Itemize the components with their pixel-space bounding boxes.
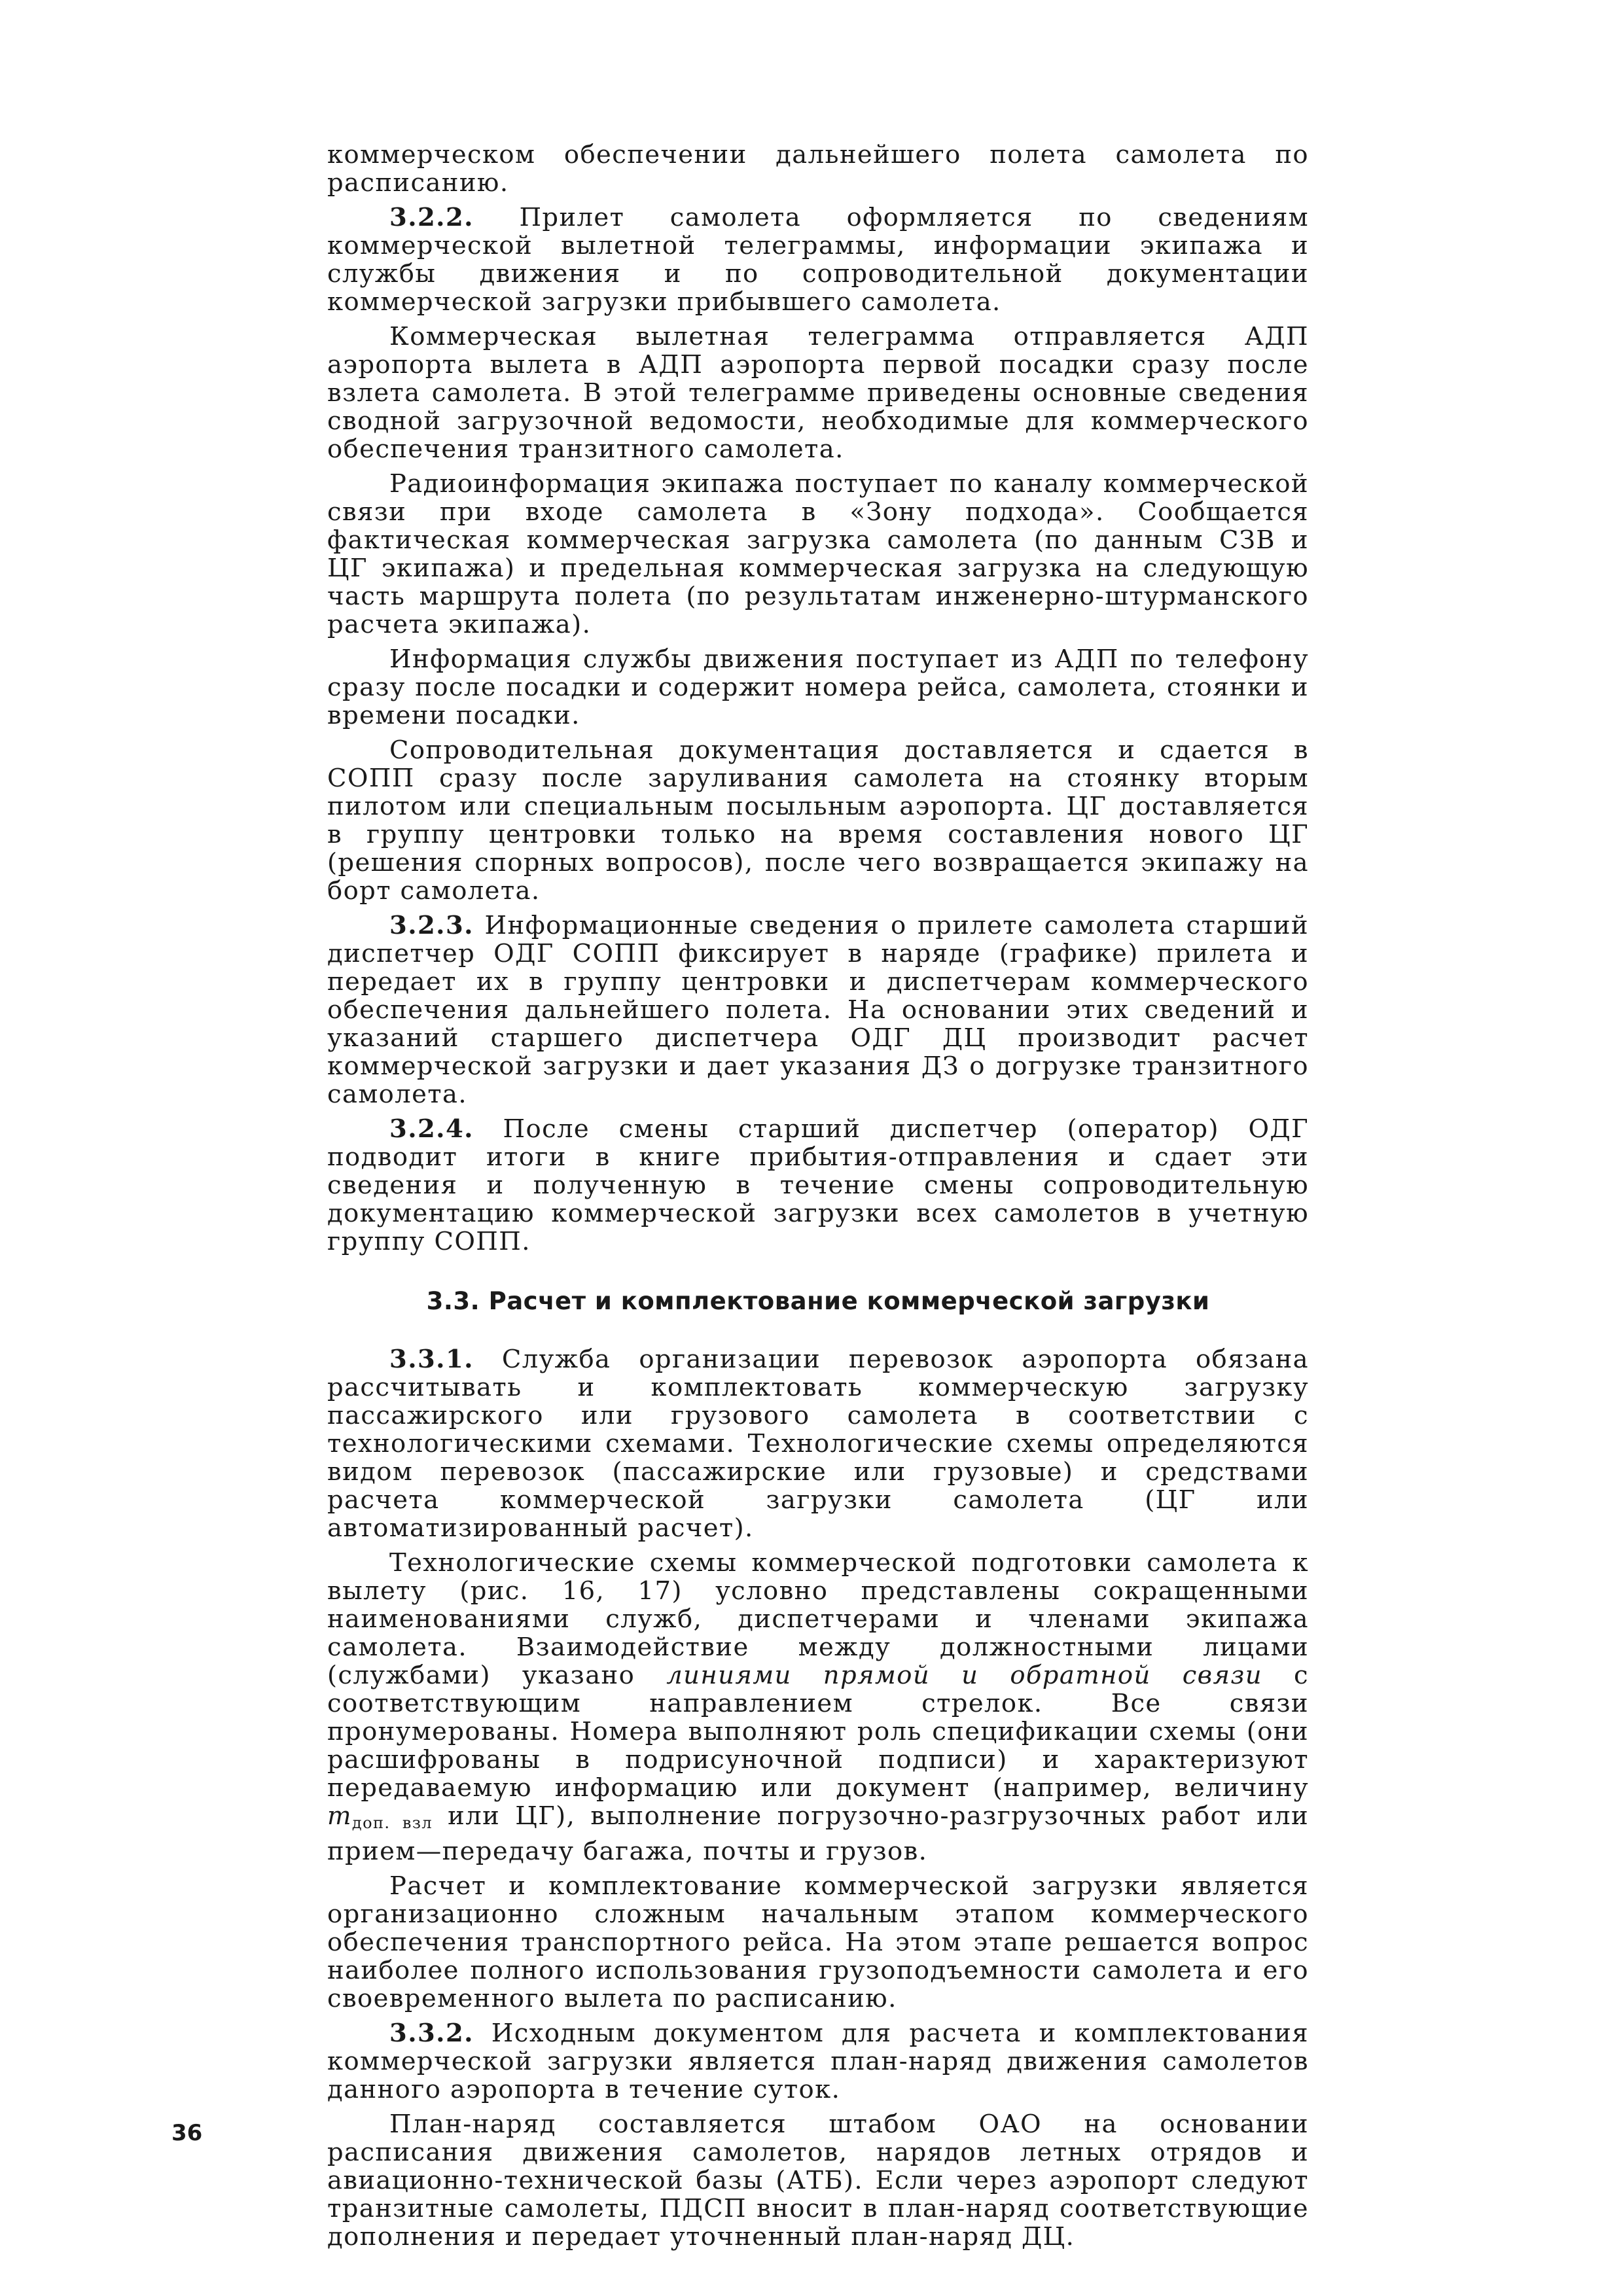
paragraph-calculation xyxy=(327,1872,1309,2013)
math-subscript: доп. взл xyxy=(351,1814,433,1832)
math-variable: m xyxy=(327,1801,352,1831)
paragraph-text: Служба организации перевозок аэропорта обязана рассчитывать и комплектовать коммерческую загрузку пассажирского или грузового самолета в соответствии с технологическими схемами. Технологические схемы определяются видом перевозок (пассажирские или грузовые) и средствами расчета коммерческой загрузки самолета (ЦГ или автоматизированный расчет). xyxy=(327,1345,1309,1543)
paragraph-text: Информационные сведения о прилете самолета старший диспетчер ОДГ СОПП фиксирует в наряде (графике) прилета и передает их в группу центровки и диспетчерам коммерческого обеспечения дальнейшего полета. На основании этих сведений и указаний старшего диспетчера ОДГ ДЦ производит расчет коммерческой загрузки и дает указания ДЗ о догрузке транзитного самолета. xyxy=(327,911,1309,1109)
paragraph-documentation xyxy=(327,736,1309,905)
page-number: 36 xyxy=(171,2120,203,2146)
section-heading-3-3: 3.3. Расчет и комплектование коммерческой загрузки xyxy=(426,1287,1210,1315)
section-number: 3.3.2. xyxy=(389,2019,474,2048)
section-number: 3.2.4. xyxy=(389,1114,474,1144)
paragraph-3-3-2 xyxy=(327,2019,1309,2104)
section-number: 3.2.3. xyxy=(389,911,474,940)
paragraph-text: с соответствующим направлением стрелок. Все связи пронумерованы. Номера выполняют роль спецификации схемы (они расшифрованы в подрисуночной подписи) и характеризуют передаваемую информацию или документ (например, величину xyxy=(327,1661,1309,1803)
text-column xyxy=(327,141,1309,2257)
paragraph-text: Информация службы движения поступает из АДП по телефону сразу после посадки и содержит номера рейса, самолета, стоянки и времени посадки. xyxy=(327,645,1309,730)
paragraph-text: После смены старший диспетчер (оператор) ОДГ подводит итоги в книге прибытия-отправления и сдает эти сведения и полученную в течение смены сопроводительную документацию коммерческой загрузки всех самолетов в учетную группу СОПП. xyxy=(327,1114,1309,1256)
paragraph-text: Коммерческая вылетная телеграмма отправляется АДП аэропорта вылета в АДП аэропорта первой посадки сразу после взлета самолета. В этой телеграмме приведены основные сведения сводной загрузочной ведомости, необходимые для коммерческого обеспечения транзитного самолета. xyxy=(327,322,1309,464)
paragraph-3-2-4 xyxy=(327,1115,1309,1256)
paragraph-traffic-service xyxy=(327,645,1309,730)
paragraph-radio-info xyxy=(327,470,1309,639)
paragraph-text: Расчет и комплектование коммерческой загрузки является организационно сложным начальным этапом коммерческого обеспечения транспортного рейса. На этом этапе решается вопрос наиболее полного использования грузоподъемности самолета и его своевременного вылета по расписанию. xyxy=(327,1871,1309,2013)
paragraph-text: Прилет самолета оформляется по сведениям коммерческой вылетной телеграммы, информации экипажа и службы движения и по сопроводительной документации коммерческой загрузки прибывшего самолета. xyxy=(327,203,1309,317)
paragraph-tech-schemes xyxy=(327,1549,1309,1865)
paragraph-3-2-2 xyxy=(327,203,1309,316)
section-number: 3.3.1. xyxy=(389,1345,474,1374)
paragraph-text: Сопроводительная документация доставляется и сдается в СОПП сразу после заруливания самолета на стоянку вторым пилотом или специальным посыльным аэропорта. ЦГ доставляется в группу центровки только на время составления нового ЦГ (решения спорных вопросов), после чего возвращается экипажу на борт самолета. xyxy=(327,735,1309,906)
paragraph-3-2-3 xyxy=(327,911,1309,1108)
paragraph-text: Технологические схемы коммерческой подготовки самолета к вылету (рис. 16, 17) условно представлены сокращенными наименованиями служб, диспетчерами и членами экипажа самолета. Взаимодействие между должностными лицами (службами) указано xyxy=(327,1548,1309,1690)
paragraph-3-3-1 xyxy=(327,1345,1309,1542)
paragraph-text: коммерческом обеспечении дальнейшего полета самолета по расписанию. xyxy=(327,140,1309,198)
paragraph-text: или ЦГ), выполнение погрузочно-разгрузочных работ или прием—передачу багажа, почты и грузов. xyxy=(327,1801,1309,1866)
paragraph-text: Исходным документом для расчета и комплектования коммерческой загрузки является план-наряд движения самолетов данного аэропорта в течение суток. xyxy=(327,2019,1309,2104)
paragraph-telegram xyxy=(327,323,1309,463)
paragraph-text: План-наряд составляется штабом ОАО на основании расписания движения самолетов, нарядов летных отрядов и авиационно-технической базы (АТБ). Если через аэропорт следуют транзитные самолеты, ПДСП вносит в план-наряд соответствующие дополнения и передает уточненный план-наряд ДЦ. xyxy=(327,2110,1309,2252)
italic-phrase: линиями прямой и обратной связи xyxy=(666,1661,1262,1690)
paragraph-continuation xyxy=(327,141,1309,197)
paragraph-text: Радиоинформация экипажа поступает по каналу коммерческой связи при входе самолета в «Зону подхода». Сообщается фактическая коммерческая загрузка самолета (по данным СЗВ и ЦГ экипажа) и предельная коммерческая загрузка на следующую часть маршрута полета (по результатам инженерно-штурманского расчета экипажа). xyxy=(327,469,1309,639)
paragraph-plan-order xyxy=(327,2110,1309,2251)
section-number: 3.2.2. xyxy=(389,203,474,232)
